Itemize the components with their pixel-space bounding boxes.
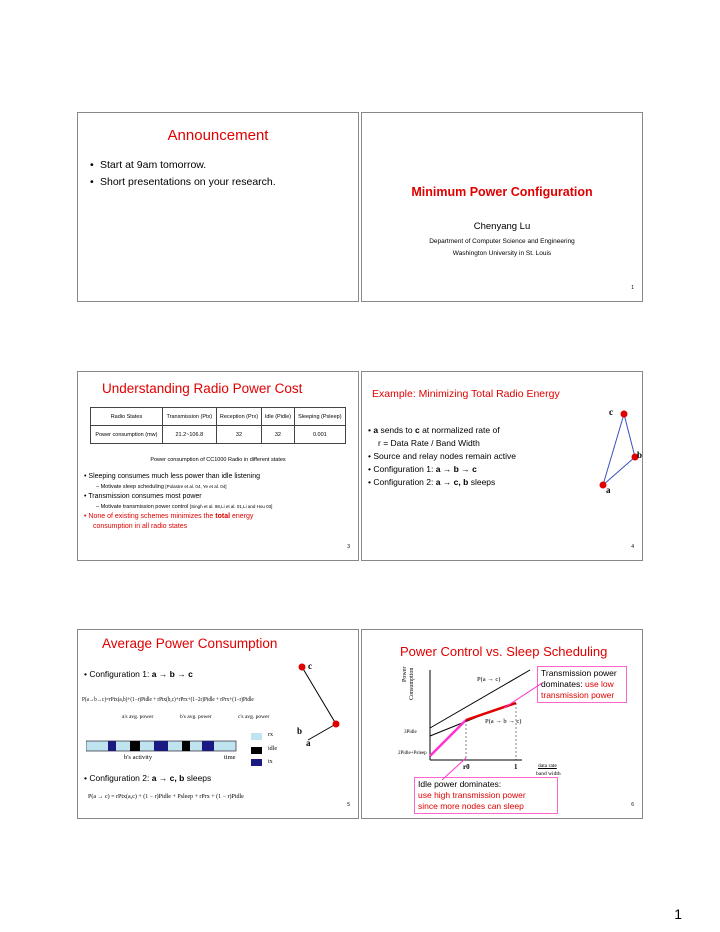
node-c xyxy=(621,411,628,418)
bullet-text: at normalized rate of xyxy=(422,425,500,435)
bullet-block: • a sends to c at normalized rate of r = Data Rate / Band Width • Source and relay nodes remain active • Configuration 1: a → b → c • Configuration 2: a → c, b sleeps xyxy=(368,425,517,487)
bullet-text: Configuration 1: xyxy=(373,464,434,474)
emphasis: total xyxy=(215,513,231,520)
bullet-text: None of existing schemes minimizes the xyxy=(88,513,214,520)
slide-title: Minimum Power Configuration xyxy=(411,185,593,199)
annotation-line: Transmission power xyxy=(541,668,617,678)
legend-idle: idle xyxy=(268,746,277,752)
edge-a-b xyxy=(603,457,635,485)
table-header-row xyxy=(91,408,346,426)
annotation-line: use low xyxy=(584,679,614,689)
curve-label-a-c: P(a → c) xyxy=(477,676,501,683)
table-row xyxy=(91,426,346,444)
y-axis-label-line: Power xyxy=(402,666,408,682)
legend-swatch-rx xyxy=(251,733,262,740)
radio-power-table xyxy=(90,407,346,444)
sub-bullet: Motivate transmission power control xyxy=(100,504,189,510)
node-c xyxy=(299,664,306,671)
node-label-a: a xyxy=(606,485,611,495)
y-axis-label-line: Consumption xyxy=(409,667,415,700)
citation: [Singh et al. 98,Li et al. 01,Li and Hou 03] xyxy=(189,504,273,509)
bullet-text: Sleeping consumes much less power than idle listening xyxy=(88,473,261,480)
node-b xyxy=(333,721,340,728)
legend-swatch-idle xyxy=(251,747,262,754)
equation-config-1: P(a→b→c)=rPtx(a,b)+(1−r)Pidle + rPtx(b,c)+rPrx+(1−2r)Pidle + rPrx+(1−r)Pidle xyxy=(82,697,254,703)
edge-c-b xyxy=(624,414,635,457)
department: Department of Computer Science and Engineering xyxy=(429,238,575,245)
node-label-b: b xyxy=(297,726,303,736)
slide-title: Announcement xyxy=(167,127,269,144)
edge-a-c xyxy=(603,414,624,485)
legend-swatch-tx xyxy=(251,759,262,766)
bullet-text: • Configuration 2: a → c, b sleeps xyxy=(84,773,212,783)
annotation-line: transmission power xyxy=(541,690,615,700)
bullet-text: sleeps xyxy=(470,477,496,487)
annotation-line: Idle power dominates: xyxy=(418,779,502,789)
annotation-box-idle xyxy=(414,777,558,814)
node-ref: c xyxy=(414,425,420,435)
slide-title: Average Power Consumption xyxy=(102,636,278,651)
slide-2 xyxy=(361,112,643,302)
university: Washington University in St. Louis xyxy=(452,250,552,257)
slide-title: Understanding Radio Power Cost xyxy=(102,381,303,396)
slide-5 xyxy=(77,629,359,819)
equation-config-2: P(a → c) = rPtx(a,c) + (1 − r)Pidle + Psleep + rPrx + (1 − r)Pidle xyxy=(88,794,244,800)
bullet-label: sleeps xyxy=(186,773,212,783)
table-cell: 0.001 xyxy=(294,426,345,444)
sub-bullet: Motivate sleep scheduling xyxy=(100,484,164,490)
brace-label-b: b's avg. power xyxy=(180,714,212,720)
page-number: 1 xyxy=(674,906,682,922)
bullet-text: energy xyxy=(231,513,254,520)
slide-3 xyxy=(77,371,359,561)
bullet-label: Configuration 1: xyxy=(89,669,150,679)
x-axis-label: band width xyxy=(536,771,561,777)
idle-slot xyxy=(182,741,190,751)
brace-label-a: a's avg. power xyxy=(122,714,154,720)
table-header: Radio States xyxy=(91,408,163,426)
bullet-text: • Configuration 1: a → b → c xyxy=(84,669,193,679)
citation: [Polastre et al. 04, Ye et al. 04] xyxy=(165,484,227,489)
bullet-label: Configuration 2: xyxy=(89,773,150,783)
node-ref: a xyxy=(373,425,379,435)
node-label-b: b xyxy=(637,450,643,460)
legend-rx: rx xyxy=(268,732,273,738)
idle-slot xyxy=(130,741,140,751)
slide-6 xyxy=(361,629,643,819)
x-tick-1: 1 xyxy=(514,763,518,771)
slide-number: 6 xyxy=(631,802,634,808)
y-tick-2pidle-psleep: 2Pidle+Psleep xyxy=(398,751,427,756)
slide-title: Power Control vs. Sleep Scheduling xyxy=(400,644,608,659)
bullet-text: sends to xyxy=(380,425,413,435)
annotation-line: since more nodes can sleep xyxy=(418,801,524,811)
y-tick-3pidle: 3Pidle xyxy=(404,730,417,735)
slide-number: 5 xyxy=(347,802,350,808)
edge-b-a xyxy=(308,724,336,740)
power-chart xyxy=(412,668,542,780)
bullet-text: Source and relay nodes remain active xyxy=(373,451,517,461)
bullet-block: • Sleeping consumes much less power than idle listening – Motivate sleep scheduling [Polastre et al. 04, Ye et al. 04] • Transmission consumes most power – Motivate transmission power control [Singh et al. 98,Li et al. 01,Li and Hou 03] • None of existing schemes minimizes the total energy consumption in all radio states xyxy=(84,473,273,530)
slide-1 xyxy=(77,112,359,302)
bullet-text: consumption in all radio states xyxy=(93,523,188,530)
table-cell: 32 xyxy=(262,426,294,444)
slide-number: 3 xyxy=(347,544,350,550)
x-tick-r0: r0 xyxy=(463,763,470,771)
table-cell: 21.2~106.8 xyxy=(162,426,216,444)
annotation-line: dominates: xyxy=(541,679,583,689)
y-axis-label xyxy=(402,667,408,682)
tx-slot xyxy=(154,741,168,751)
table-header: Transmission (Ptx) xyxy=(162,408,216,426)
list-item: • Start at 9am tomorrow. xyxy=(90,157,276,174)
annotation-box-transmission xyxy=(537,666,627,703)
legend-tx: tx xyxy=(268,759,273,765)
table-header: Reception (Prx) xyxy=(216,408,262,426)
time-label: time xyxy=(224,754,236,761)
slide-number: 4 xyxy=(631,544,634,550)
table-cell: Power consumption (mw) xyxy=(91,426,163,444)
node-diagram xyxy=(587,402,643,497)
author: Chenyang Lu xyxy=(473,221,531,232)
table-header: Sleeping (Psleep) xyxy=(294,408,345,426)
path: a → c, b xyxy=(151,773,185,783)
slide-number: 1 xyxy=(631,285,634,291)
node-label-c: c xyxy=(308,661,312,671)
tx-slot xyxy=(202,741,214,751)
slide-title: Example: Minimizing Total Radio Energy xyxy=(372,388,560,400)
path: a → b → c xyxy=(435,464,477,474)
table-header: Idle (Pidle) xyxy=(262,408,294,426)
annotation-line: use high transmission power xyxy=(418,790,526,800)
path: a → b → c xyxy=(151,669,193,679)
table-caption: Power consumption of CC1000 Radio in different states xyxy=(150,457,286,463)
b-activity-timeline xyxy=(86,735,246,755)
bullet-text: r = Data Rate / Band Width xyxy=(378,438,480,448)
y-axis-label xyxy=(409,668,415,700)
slide-4 xyxy=(361,371,643,561)
curve-label-a-b-c: P(a → b → c) xyxy=(485,718,522,725)
bullet-text: Configuration 2: xyxy=(373,477,434,487)
node-label-c: c xyxy=(609,407,613,417)
bullet-text: Transmission consumes most power xyxy=(88,493,202,500)
path: a → c, b xyxy=(435,477,469,487)
x-axis-label: data rate xyxy=(538,763,557,769)
edge-c-b xyxy=(302,667,336,724)
table-cell: 32 xyxy=(216,426,262,444)
list-item: • Short presentations on your research. xyxy=(90,174,276,191)
pointer-tx xyxy=(504,683,542,708)
brace-label-c: c's avg. power xyxy=(238,714,270,720)
tx-slot xyxy=(108,741,116,751)
bullet-list xyxy=(90,157,276,191)
activity-label: b's activity xyxy=(124,754,153,761)
node-label-a: a xyxy=(306,738,311,748)
